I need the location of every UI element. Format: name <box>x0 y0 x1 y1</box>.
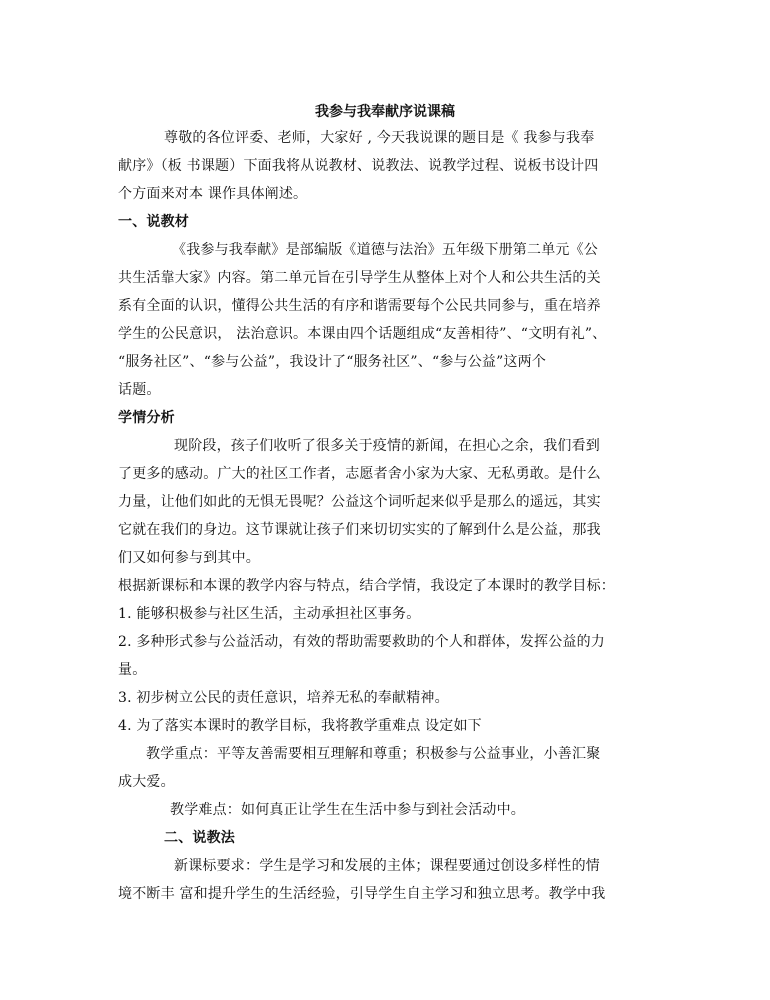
paragraph-line: 教学难点：如何真正让学生在生活中参与到社会活动中。 <box>170 802 525 818</box>
section-heading: 学情分析 <box>118 410 175 426</box>
list-item: 3. 初步树立公民的责任意识，培养无私的奉献精神。 <box>118 690 449 706</box>
paragraph-line: 尊敬的各位评委、老师，大家好 , 今天我说课的题目是《 我参与我奉 <box>164 130 595 146</box>
list-item: 4. 为了落实本课时的教学目标，我将教学重难点 设定如下 <box>118 718 482 734</box>
paragraph-line: 现阶段，孩子们收听了很多关于疫情的新闻，在担心之余，我们看到 <box>174 438 600 454</box>
paragraph-line: 系有全面的认识，懂得公共生活的有序和谐需要每个公民共同参与，重在培养 <box>118 298 601 314</box>
section-heading: 一、说教材 <box>118 214 189 230</box>
list-item: 量。 <box>118 662 147 678</box>
document-title: 我参与我奉献序说课稿 <box>315 104 455 120</box>
paragraph-line: 根据新课标和本课的教学内容与特点，结合学情，我设定了本课时的教学目标： <box>118 578 615 594</box>
paragraph-line: 个方面来对本 课作具体阐述。 <box>118 186 308 202</box>
paragraph-line: 献序》（板 书课题）下面我将从说教材、说教法、说教学过程、说板书设计四 <box>118 158 599 174</box>
paragraph-line: “服务社区”、“参与公益”，我设计了“服务社区”、“参与公益”这两个 <box>118 354 547 370</box>
paragraph-line: 成大爱。 <box>118 774 175 790</box>
paragraph-line: 新课标要求：学生是学习和发展的主体；课程要通过创设多样性的情 <box>174 858 600 874</box>
paragraph-line: 《我参与我奉献》是部编版《道德与法治》五年级下册第二单元《公 <box>172 242 598 258</box>
paragraph-line: 教学重点：平等友善需要相互理解和尊重；积极参与公益事业，小善汇聚 <box>146 746 601 762</box>
paragraph-line: 了更多的感动。广大的社区工作者，志愿者舍小家为大家、无私勇敢。是什么 <box>118 466 601 482</box>
paragraph-line: 共生活靠大家》内容。第二单元旨在引导学生从整体上对个人和公共生活的关 <box>118 270 601 286</box>
paragraph-line: 境不断丰 富和提升学生的生活经验，引导学生自主学习和独立思考。教学中我 <box>118 886 606 902</box>
section-heading: 二、说教法 <box>164 830 235 846</box>
paragraph-line: 话题。 <box>118 382 161 398</box>
paragraph-line: 力量，让他们如此的无惧无畏呢？公益这个词听起来似乎是那么的遥远，其实 <box>118 494 601 510</box>
paragraph-line: 学生的公民意识， 法治意识。本课由四个话题组成“友善相待”、“文明有礼”、 <box>118 326 607 342</box>
list-item: 2. 多种形式参与公益活动，有效的帮助需要救助的个人和群体，发挥公益的力 <box>118 634 606 650</box>
paragraph-line: 们又如何参与到其中。 <box>118 550 260 566</box>
list-item: 1. 能够积极参与社区生活，主动承担社区事务。 <box>118 606 421 622</box>
paragraph-line: 它就在我们的身边。这节课就让孩子们来切切实实的了解到什么是公益，那我 <box>118 522 601 538</box>
